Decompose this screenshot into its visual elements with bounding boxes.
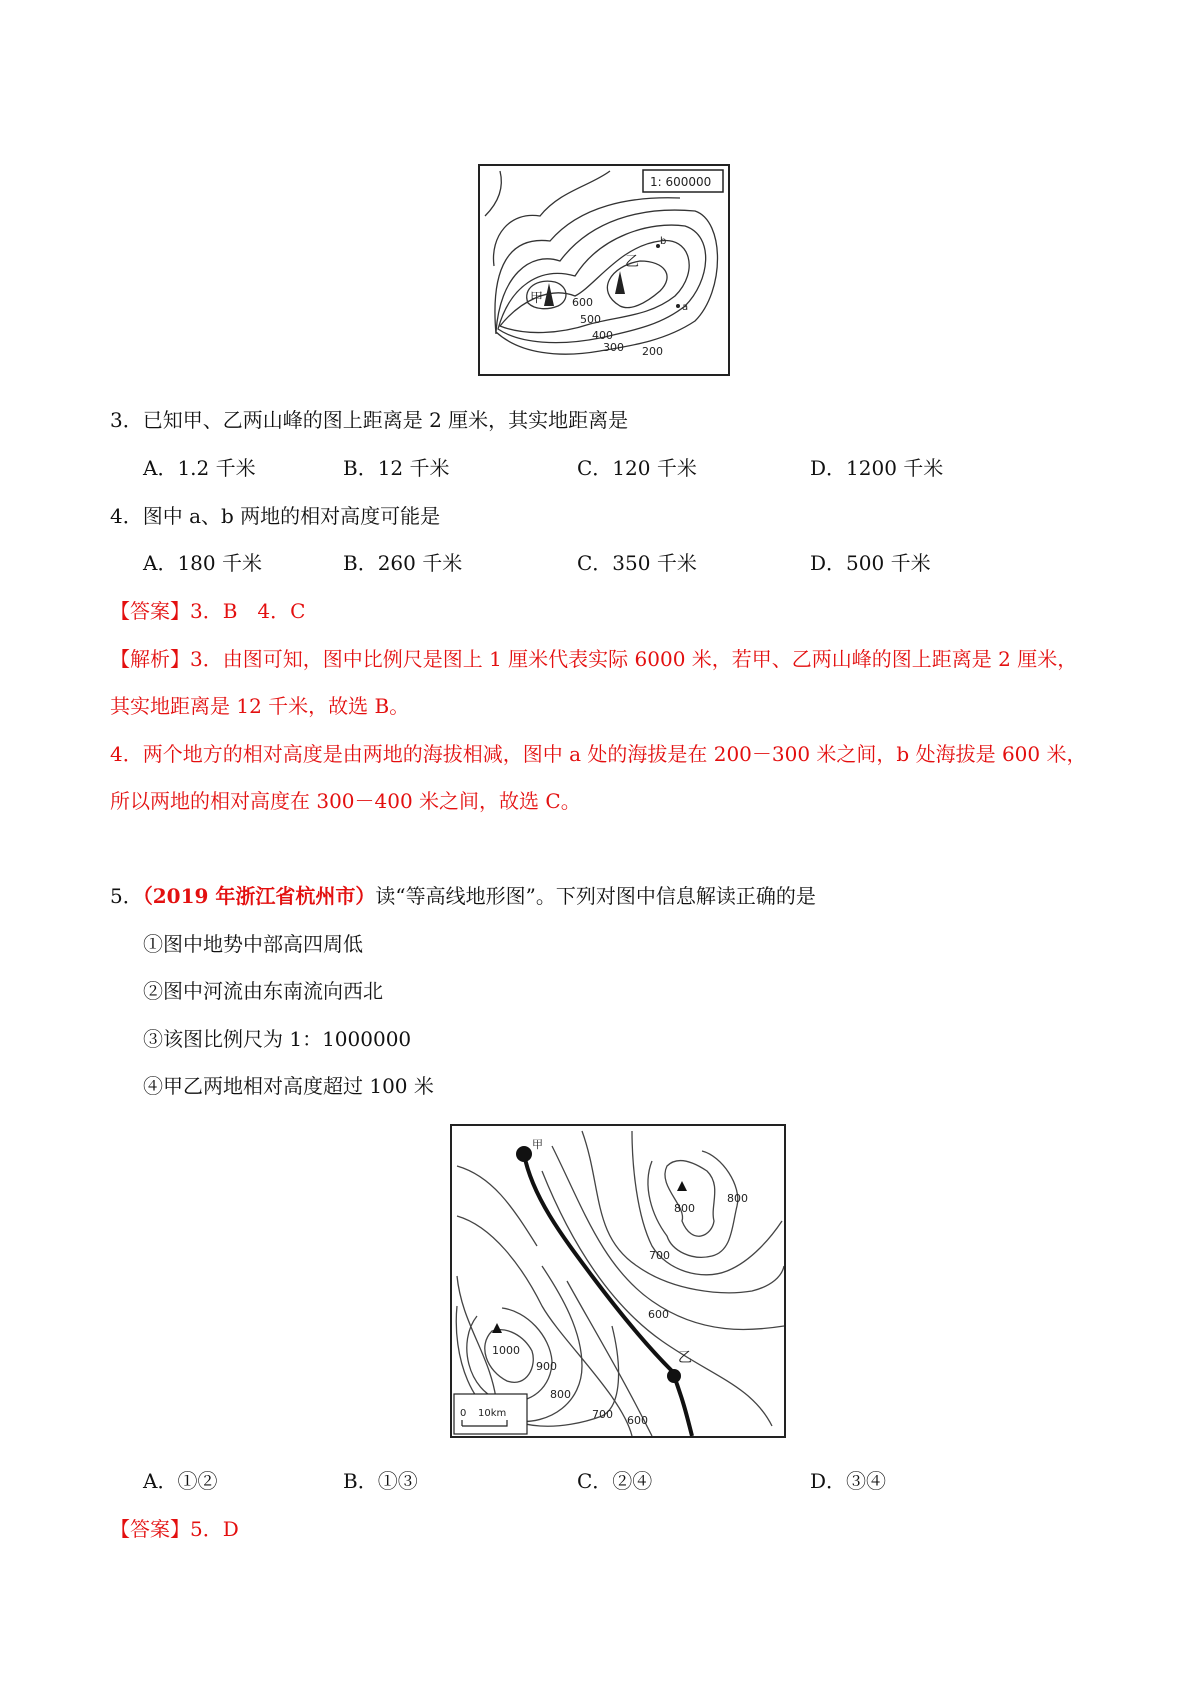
map2-contour-label: 700 [649,1249,670,1262]
contour-map-2-drawing [452,1126,784,1436]
map2-scale-text: 10km [478,1408,507,1419]
map1-contour-label: 400 [592,329,613,342]
analysis-line-4: 所以两地的相对高度在 300－400 米之间，故选 C。 [110,789,581,813]
q5-source: （2019 年浙江省杭州市） [142,884,376,908]
question-5-stem [110,883,816,909]
peak-icon [677,1181,687,1191]
q5-statement-3: ③该图比例尺为 1：1000000 [143,1027,412,1051]
answer-text: 5．D [190,1517,239,1541]
map2-contour-label: 900 [536,1360,557,1373]
map2-contour-label: 800 [674,1202,695,1215]
analysis-label: 【解析】 [110,647,190,671]
point-a-icon [676,304,680,308]
q3-option-b[interactable]: B．12 千米 [343,456,450,480]
map2-contour-label: 1000 [492,1344,520,1357]
analysis-text: 3．由图可知，图中比例尺是图上 1 厘米代表实际 6000 米，若甲、乙两山峰的图上距离是 2 厘米， [190,647,1078,671]
question-4-stem: 4．图中 a、b 两地的相对高度可能是 [110,504,441,528]
contour-map-2 [450,1124,786,1438]
map1-contour-label: 200 [642,345,663,358]
map2-contour-label: 700 [592,1408,613,1421]
analysis-line-1 [110,646,1077,672]
map2-contour-label: 600 [648,1308,669,1321]
map1-point-b-label: b [660,236,667,247]
map1-contour-label: 300 [603,341,624,354]
q5-stem-text: 读“等高线地形图”。下列对图中信息解读正确的是 [375,884,816,908]
analysis-line-2: 其实地距离是 12 千米，故选 B。 [110,694,410,718]
q3-option-c[interactable]: C．120 千米 [577,456,697,480]
map2-contour-lines [456,1131,784,1436]
answer-label: 【答案】 [110,1517,190,1541]
q5-statement-1: ①图中地势中部高四周低 [143,932,363,956]
answer-3-4 [110,598,305,624]
q5-option-d[interactable]: D．③④ [810,1469,887,1493]
analysis-line-3: 4．两个地方的相对高度是由两地的海拔相减，图中 a 处的海拔是在 200－300 米之间，b 处海拔是 600 米， [110,742,1087,766]
place-jia-icon [516,1146,532,1162]
map2-contour-label: 600 [627,1414,648,1427]
map1-contour-label: 500 [580,313,601,326]
map1-contour-lines [485,171,718,354]
q3-option-d[interactable]: D．1200 千米 [810,456,944,480]
q5-statement-4: ④甲乙两地相对高度超过 100 米 [143,1074,434,1098]
map1-scale: 1: 600000 [650,175,712,189]
map1-point-a-label: a [682,302,689,313]
q3-option-a[interactable]: A．1.2 千米 [143,456,256,480]
map2-scale-zero: 0 [460,1408,467,1419]
question-3-stem: 3．已知甲、乙两山峰的图上距离是 2 厘米，其实地距离是 [110,408,629,432]
answer-label: 【答案】 [110,599,190,623]
q5-statement-2: ②图中河流由东南流向西北 [143,979,383,1003]
map1-contour-label: 600 [572,296,593,309]
q4-option-c[interactable]: C．350 千米 [577,551,697,575]
map2-contour-label: 800 [727,1192,748,1205]
place-yi-icon [667,1369,681,1383]
answer-5 [110,1516,239,1542]
map1-peak-yi-label: 乙 [625,254,639,270]
contour-map-1-drawing [480,166,728,374]
peak-icon [492,1323,502,1333]
q4-option-b[interactable]: B．260 千米 [343,551,463,575]
contour-map-1 [478,164,730,376]
map2-place-jia-label: 甲 [532,1138,543,1151]
q5-option-c[interactable]: C．②④ [577,1469,653,1493]
map1-peak-jia-label: 甲 [530,291,544,306]
map2-place-yi-label: 乙 [678,1350,692,1366]
q5-option-b[interactable]: B．①③ [343,1469,418,1493]
q4-option-a[interactable]: A．180 千米 [143,551,262,575]
q4-option-d[interactable]: D．500 千米 [810,551,931,575]
answer-text: 3．B 4．C [190,599,306,623]
q5-number: 5． [110,884,143,908]
q5-option-a[interactable]: A．①② [143,1469,218,1493]
peak-yi-icon [615,271,625,294]
map2-contour-label: 800 [550,1388,571,1401]
